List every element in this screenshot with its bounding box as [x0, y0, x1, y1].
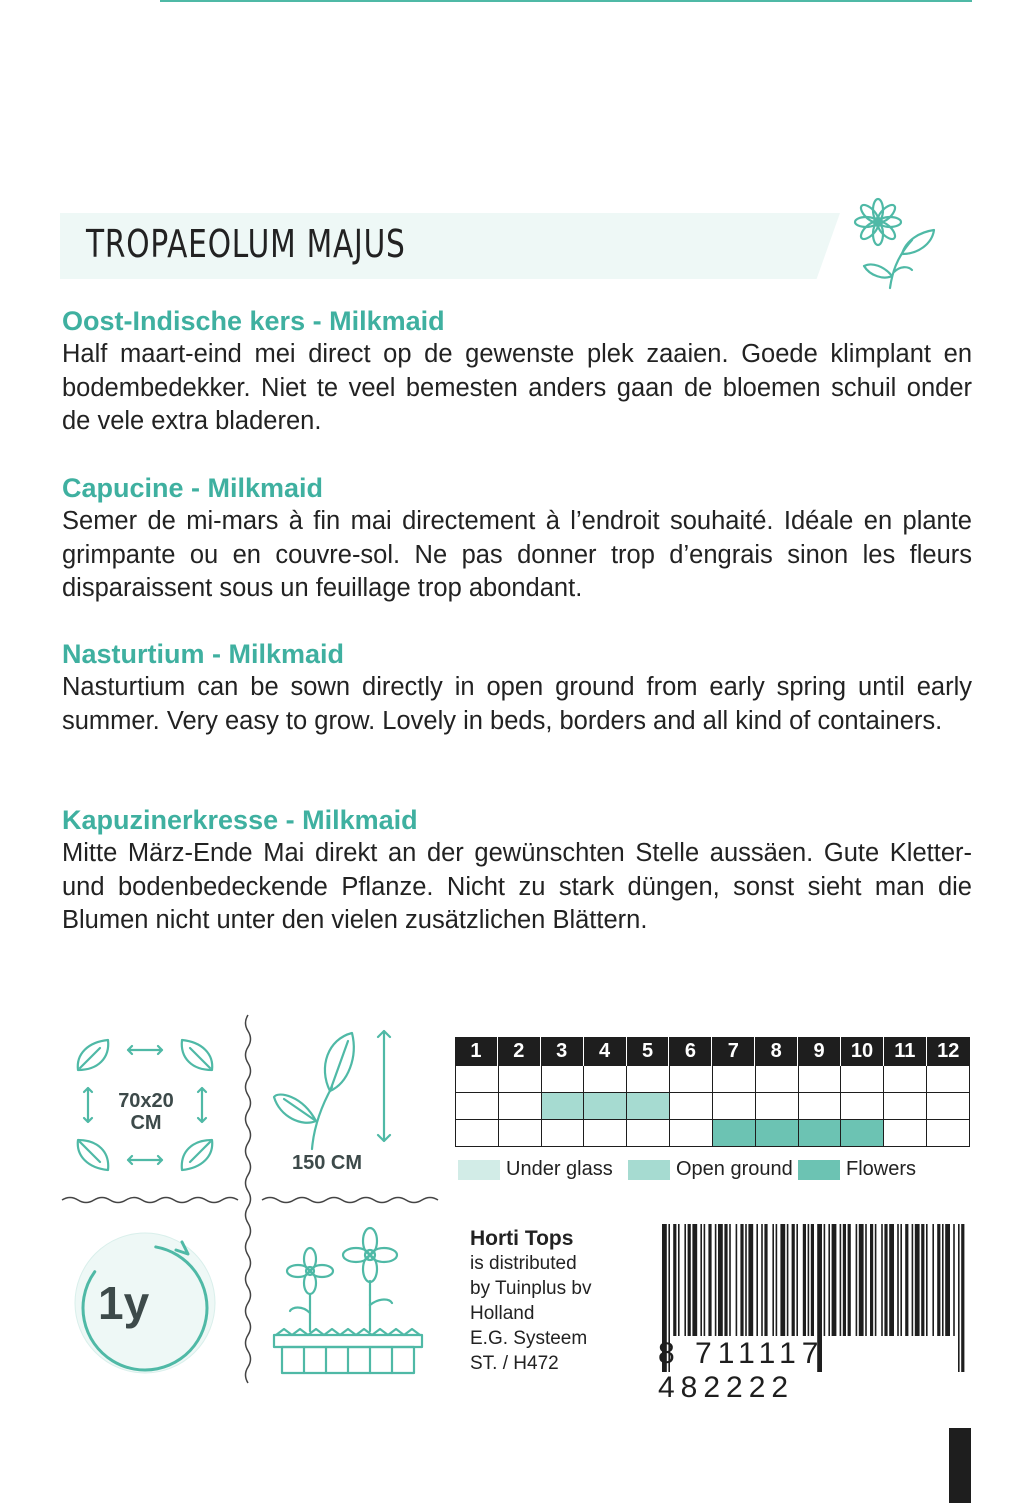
barcode-bar [824, 1224, 826, 1336]
barcode-bar [700, 1224, 702, 1336]
section-french [62, 471, 972, 606]
distributor-line: E.G. Systeem [470, 1328, 588, 1349]
barcode-bar [718, 1224, 723, 1336]
barcode-bar [736, 1224, 738, 1336]
calendar-cell [670, 1093, 713, 1120]
legend-swatch [798, 1160, 840, 1180]
barcode-bar [921, 1224, 924, 1336]
barcode-bar [673, 1224, 676, 1336]
distributor-info [470, 1226, 591, 1376]
barcode-bar [748, 1224, 753, 1336]
month-header: 8 [755, 1037, 798, 1066]
legend-under-glass [458, 1158, 613, 1181]
barcode-bar [932, 1224, 934, 1336]
calendar-cell [799, 1066, 842, 1093]
top-rule [160, 0, 972, 2]
barcode-bar [761, 1224, 763, 1336]
barcode-bar [811, 1224, 814, 1336]
calendar-cell [713, 1093, 756, 1120]
barcode-bar [848, 1224, 851, 1336]
calendar-cell [499, 1066, 542, 1093]
calendar-cell [542, 1120, 585, 1147]
barcode-bar [889, 1224, 894, 1336]
legend-label: Flowers [846, 1158, 917, 1180]
barcode-bar [803, 1224, 806, 1336]
calendar-cell [584, 1066, 627, 1093]
legend-label: Under glass [506, 1158, 613, 1180]
section-english [62, 637, 972, 738]
section-dutch [62, 304, 972, 439]
barcode-bar [796, 1224, 798, 1336]
calendar-cell [841, 1093, 884, 1120]
legend-label: Open ground [676, 1158, 793, 1180]
barcode-bar [843, 1224, 846, 1336]
calendar-cell [627, 1120, 670, 1147]
calendar-cell [670, 1120, 713, 1147]
barcode-bar [776, 1224, 778, 1336]
barcode-bar [740, 1224, 743, 1336]
height-label: 150 CM [292, 1152, 363, 1174]
month-header: 11 [884, 1037, 927, 1066]
section-body: Semer de mi-mars à fin mai directement à l’endroit souhaité. Idéale en plante grimpante ou en couvre-sol. Ne pas donner trop d’engrais sinon les fleurs disparaissent sous un feuillage trop abondant. [62, 507, 972, 602]
calendar-cell [884, 1093, 927, 1120]
barcode-bar [884, 1224, 887, 1336]
distributor-line: ST. / H472 [470, 1353, 559, 1374]
barcode-bar [729, 1224, 731, 1336]
legend-open-ground [628, 1158, 793, 1181]
brand-name: Horti Tops [470, 1227, 574, 1250]
section-heading: Kapuzinerkresse - Milkmaid [62, 805, 418, 835]
barcode-bar [745, 1224, 747, 1336]
barcode-bar [840, 1224, 842, 1336]
calendar-cell [927, 1093, 970, 1120]
calendar-cell [756, 1120, 799, 1147]
barcode-bar [905, 1224, 908, 1336]
calendar-cell [884, 1066, 927, 1093]
section-body: Nasturtium can be sown directly in open ground from early spring until early summer. Very easy to grow. Lovely in beds, borders and all kind of containers. [62, 673, 972, 735]
calendar-cell [799, 1093, 842, 1120]
flower-pot-icon [262, 1225, 432, 1385]
legend-swatch [458, 1160, 500, 1180]
calendar-cell [756, 1093, 799, 1120]
barcode-bar [915, 1224, 920, 1336]
calendar-cell [456, 1093, 499, 1120]
barcode-bar [787, 1224, 789, 1336]
distributor-line: Holland [470, 1303, 535, 1324]
calendar-cell [927, 1120, 970, 1147]
barcode-bar [875, 1224, 877, 1336]
legend-flowers [798, 1158, 916, 1181]
spacing-label: 70x20 CM [118, 1090, 174, 1134]
barcode-bar [724, 1224, 727, 1336]
section-body: Mitte März-Ende Mai direkt an der gewünschten Stelle aussäen. Gute Kletter- und bodenbedeckende Pflanze. Nicht zu stark düngen, sonst sieht man die Blumen nicht unter den vielen zusätzlichen Blättern. [62, 839, 972, 934]
barcode-bar [856, 1224, 858, 1336]
month-header: 1 [455, 1037, 498, 1066]
calendar-cell [584, 1093, 627, 1120]
month-header: 4 [584, 1037, 627, 1066]
barcode-bar [756, 1224, 758, 1336]
flower-icon [850, 196, 942, 290]
barcode-bar [897, 1224, 899, 1336]
barcode-bar [912, 1224, 914, 1336]
barcode-bar [704, 1224, 706, 1336]
calendar-row [456, 1093, 970, 1120]
barcode-bar [859, 1224, 864, 1336]
barcode-bar [881, 1224, 883, 1336]
calendar-cell [456, 1066, 499, 1093]
calendar-cell [713, 1066, 756, 1093]
calendar-cell [841, 1120, 884, 1147]
calendar-cell [542, 1093, 585, 1120]
section-heading: Oost-Indische kers - Milkmaid [62, 306, 445, 336]
calendar-cell [927, 1066, 970, 1093]
calendar-cell [499, 1093, 542, 1120]
barcode-bar [926, 1224, 928, 1336]
barcode-bar [865, 1224, 867, 1336]
barcode-bar [870, 1224, 873, 1336]
distributor-line: is distributed [470, 1253, 577, 1274]
calendar-cell [627, 1093, 670, 1120]
barcode-bar [692, 1224, 697, 1336]
calendar-row [456, 1120, 970, 1147]
month-header: 9 [798, 1037, 841, 1066]
month-header: 7 [712, 1037, 755, 1066]
barcode-bar [832, 1224, 837, 1336]
section-heading: Capucine - Milkmaid [62, 473, 324, 503]
black-tab [949, 1428, 971, 1503]
calendar-cell [542, 1066, 585, 1093]
calendar-cell [456, 1120, 499, 1147]
barcode-number: 8 711117 482222 [658, 1337, 825, 1404]
calendar-cell [841, 1066, 884, 1093]
calendar-cell [670, 1066, 713, 1093]
barcode-bar [900, 1224, 902, 1336]
barcode-bar [688, 1224, 691, 1336]
calendar-cell [713, 1120, 756, 1147]
month-header: 5 [627, 1037, 670, 1066]
month-header: 2 [498, 1037, 541, 1066]
calendar-cell [627, 1066, 670, 1093]
calendar-row [456, 1066, 970, 1093]
section-heading: Nasturtium - Milkmaid [62, 639, 345, 669]
barcode-bar [953, 1224, 955, 1336]
legend-swatch [628, 1160, 670, 1180]
distributor-line: by Tuinplus bv [470, 1278, 592, 1299]
lifecycle-label: 1y [98, 1277, 150, 1329]
barcode-bar [780, 1224, 785, 1336]
barcode-bar [945, 1224, 950, 1336]
barcode-bar [792, 1224, 795, 1336]
month-header: 10 [841, 1037, 884, 1066]
calendar-cell [584, 1120, 627, 1147]
calendar-cell [499, 1120, 542, 1147]
barcode-bar [684, 1224, 686, 1336]
calendar-cell [799, 1120, 842, 1147]
month-header: 6 [669, 1037, 712, 1066]
barcode-bar [764, 1224, 767, 1336]
barcode-bar [937, 1224, 940, 1336]
barcode-bar [715, 1224, 717, 1336]
month-header: 3 [541, 1037, 584, 1066]
barcode-bar [678, 1224, 680, 1336]
barcode-bar [942, 1224, 944, 1336]
barcode-bar [808, 1224, 810, 1336]
month-header: 12 [937, 1040, 960, 1062]
page-title: TROPAEOLUM MAJUS [86, 222, 406, 266]
plant-height-icon [272, 1025, 412, 1155]
barcode-bar [772, 1224, 774, 1336]
calendar-cell [884, 1120, 927, 1147]
section-german [62, 803, 972, 938]
barcode-bar [828, 1224, 830, 1336]
section-body: Half maart-eind mei direct op de gewenste plek zaaien. Goede klimplant en bodembedekker. Niet te veel bemesten anders gaan de bloemen schuil onder de vele extra bladeren. [62, 340, 972, 435]
calendar-month-row [455, 1037, 970, 1066]
sowing-calendar [455, 1037, 970, 1147]
calendar-cell [756, 1066, 799, 1093]
calendar-grid [455, 1066, 970, 1147]
barcode-bar [708, 1224, 711, 1336]
